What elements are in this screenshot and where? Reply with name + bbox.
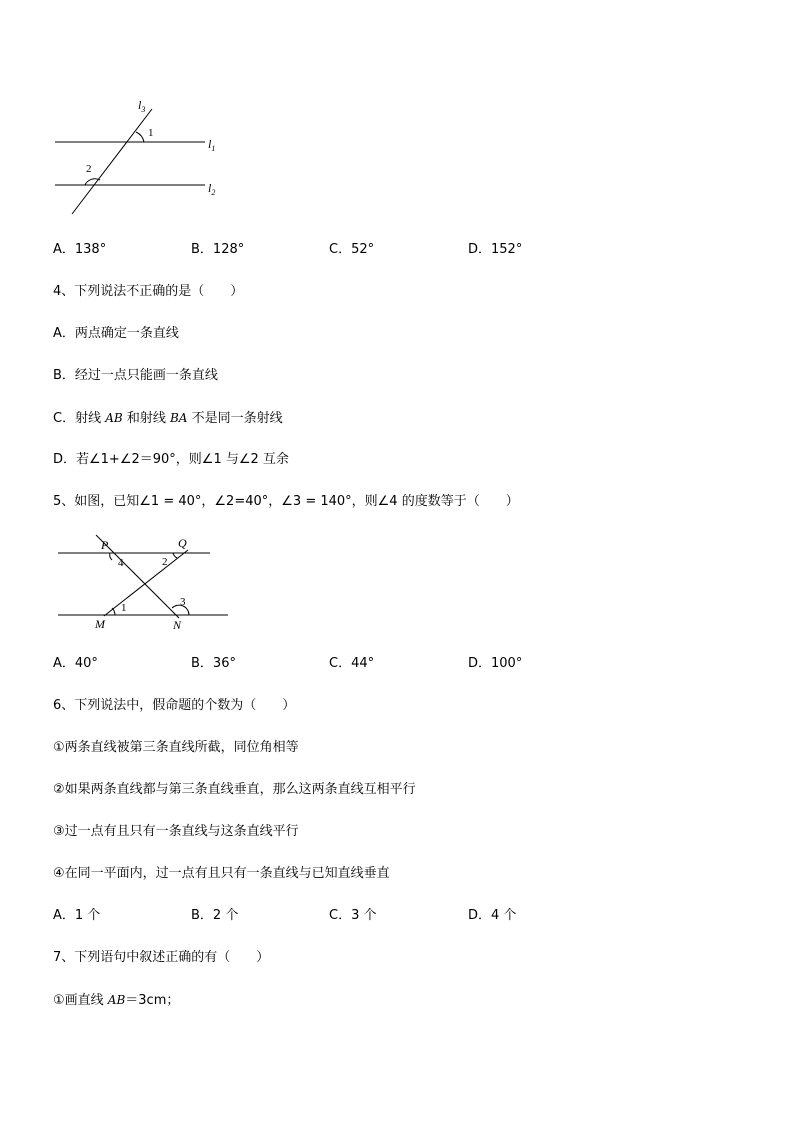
q4-option-c-post: 不是同一条射线 [187,411,283,426]
angle-1-arc [136,132,144,142]
q4-option-d[interactable]: D．若∠1+∠2＝90°，则∠1 与∠2 互余 [53,452,289,467]
q3-options [53,241,653,259]
q4-stem: 4、下列说法不正确的是（ ） [53,284,244,299]
q4-option-c-pre: C．射线 [53,411,106,426]
label-angle-4: 4 [118,557,124,569]
label-m: M [95,617,105,631]
q5-option-d[interactable]: D．100° [468,656,523,671]
q7-stem: 7、下列语句中叙述正确的有（ ） [53,950,270,965]
q6-statement-4: ④在同一平面内，过一点有且只有一条直线与已知直线垂直 [53,866,390,881]
label-p: P [101,538,109,552]
q6-statement-2: ②如果两条直线都与第三条直线垂直，那么这两条直线互相平行 [53,782,416,797]
q4-option-c[interactable] [53,409,283,428]
label-l3: $l_3$ [138,98,146,114]
q3-option-d[interactable]: D．152° [468,242,523,257]
label-angle-1: 1 [148,127,154,139]
ray-ba: BA [169,411,188,425]
q4-option-a[interactable]: A．两点确定一条直线 [53,326,179,341]
q6-options [53,907,653,925]
label-angle-3: 3 [180,596,186,608]
q6-option-c[interactable]: C．3 个 [329,908,377,923]
label-l2: $l_2$ [208,181,216,197]
q7-statement-1 [53,991,179,1010]
q4-option-c-mid: 和射线 [122,411,170,426]
q7-statement-1-post: ＝3cm； [125,993,180,1008]
parallel-lines-figure [40,95,240,225]
q7-statement-1-pre: ①画直线 [53,993,108,1008]
line-ab: AB [107,993,126,1007]
label-l1: $l_1$ [208,137,216,153]
q5-option-a[interactable]: A．40° [53,656,98,671]
ray-ab: AB [105,411,123,425]
angle-1-arc [112,608,115,615]
label-angle-2: 2 [86,163,92,175]
q6-statement-3: ③过一点有且只有一条直线与这条直线平行 [53,824,299,839]
q5-options [53,655,653,673]
q5-option-c[interactable]: C．44° [329,656,375,671]
q3-option-a[interactable]: A．138° [53,242,107,257]
q5-option-b[interactable]: B．36° [191,656,236,671]
q6-option-d[interactable]: D．4 个 [468,908,517,923]
label-n: N [173,618,182,632]
angle-4-arc [110,553,112,560]
q3-option-b[interactable]: B．128° [191,242,245,257]
q6-option-b[interactable]: B．2 个 [191,908,239,923]
q6-stem: 6、下列说法中，假命题的个数为（ ） [53,698,296,713]
q4-option-b[interactable]: B．经过一点只能画一条直线 [53,368,218,383]
line-l3 [72,109,152,214]
q6-statement-1: ①两条直线被第三条直线所截，同位角相等 [53,740,299,755]
angle-2-arc [173,553,177,558]
label-angle-1: 1 [121,602,127,614]
crossing-lines-figure [50,528,240,633]
q3-option-c[interactable]: C．52° [329,242,375,257]
segment-pn [96,535,179,618]
label-q: Q [178,536,187,550]
label-angle-2: 2 [162,556,168,568]
q5-stem: 5、如图，已知∠1 = 40°，∠2=40°，∠3 = 140°，则∠4 的度数等于（ ） [53,494,519,509]
q6-option-a[interactable]: A．1 个 [53,908,101,923]
